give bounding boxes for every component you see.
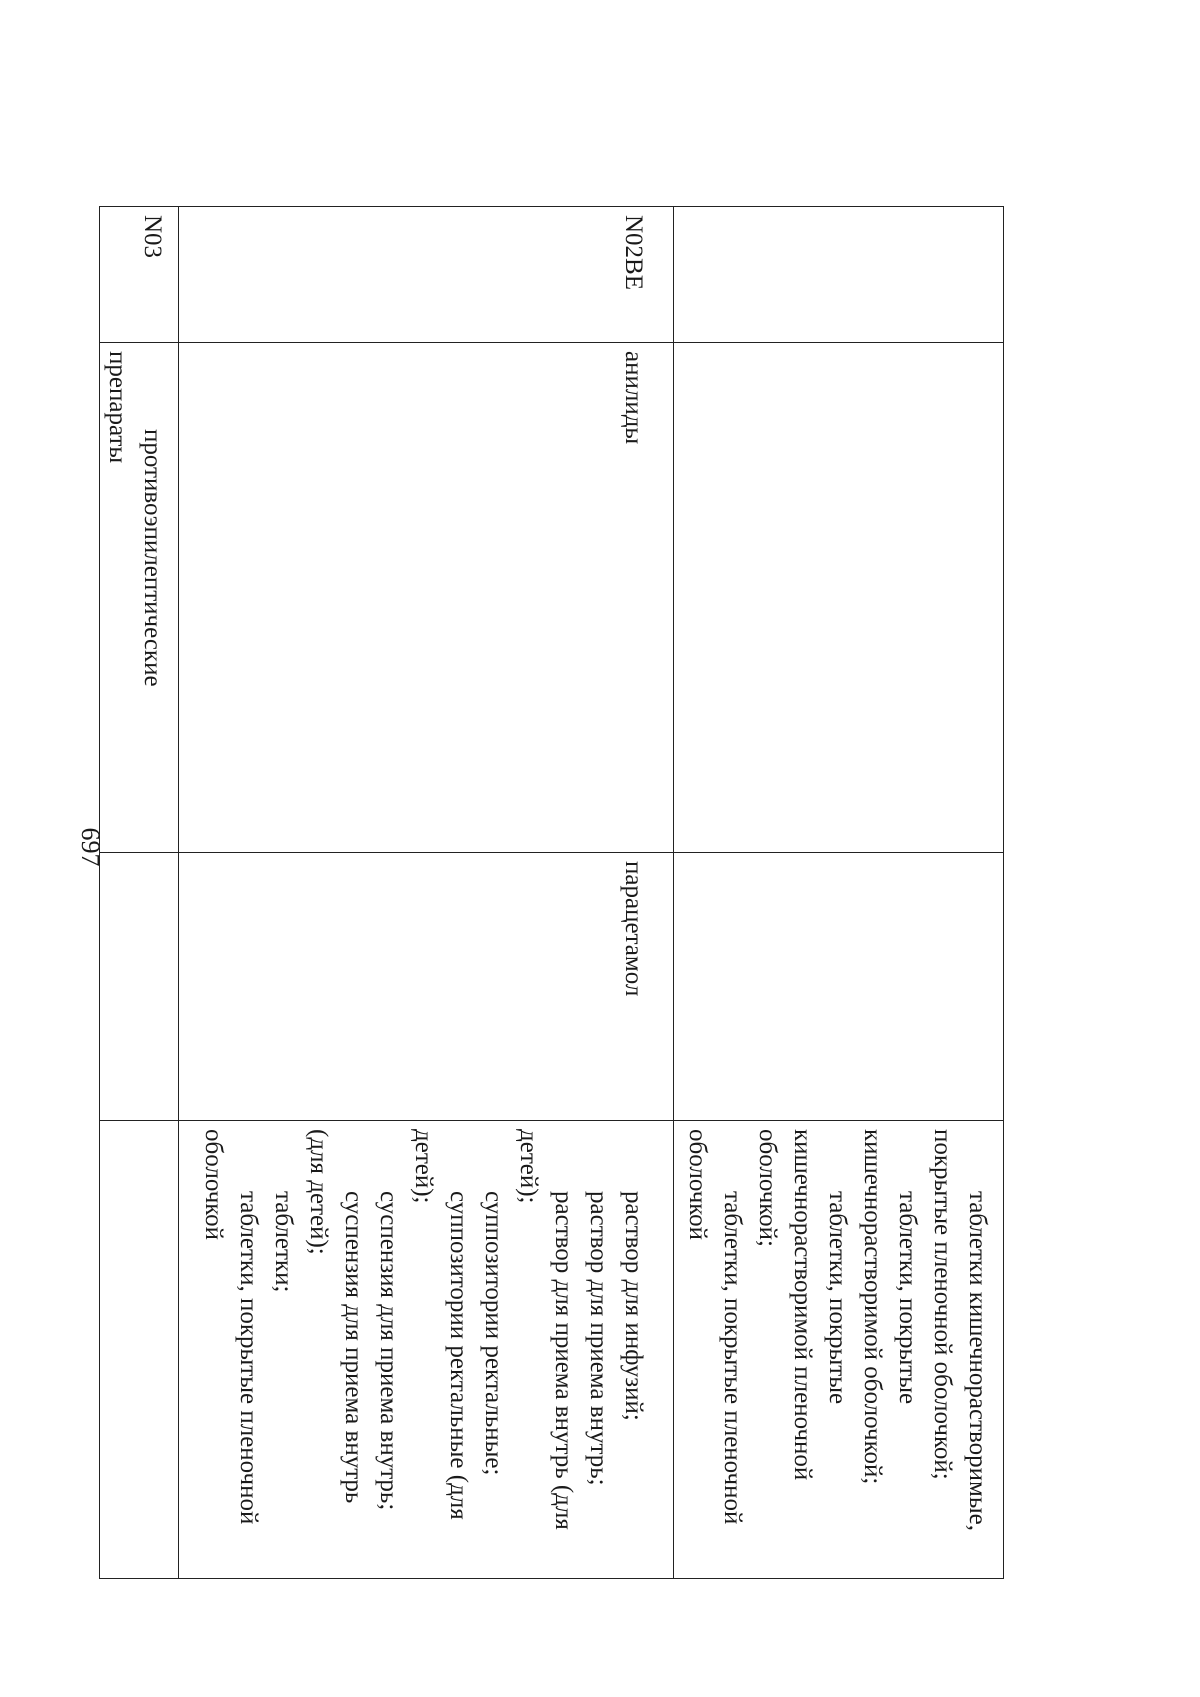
atc-code-cell: N02BE (179, 207, 674, 343)
group-name-cell (674, 343, 1004, 853)
dosage-form-line: таблетки, покрытые пленочной (235, 1191, 262, 1525)
dosage-forms-cell (179, 1121, 674, 1579)
table-row (674, 207, 1004, 1579)
dosage-forms-cell (100, 1121, 179, 1579)
dosage-form-line: детей); (515, 1129, 542, 1204)
dosage-form-line: таблетки, покрытые (894, 1191, 921, 1405)
dosage-form-line: раствор для приема внутрь; (585, 1191, 612, 1486)
drug-name-cell (100, 853, 179, 1121)
dosage-form-line: таблетки; (270, 1191, 297, 1293)
dosage-form-line: кишечнорастворимой оболочкой; (859, 1129, 886, 1485)
drug-table-rotated (104, 206, 1004, 1578)
dosage-form-line: суппозитории ректальные (для (445, 1191, 472, 1520)
drug-table (99, 206, 1004, 1579)
dosage-form-line: суспензия для приема внутрь; (375, 1191, 402, 1511)
dosage-forms-cell (674, 1121, 1004, 1579)
dosage-form-line: таблетки, покрытые (824, 1191, 851, 1405)
group-name-line: противоэпилептические (139, 429, 166, 687)
dosage-form-line: раствор для приема внутрь (для (550, 1191, 577, 1530)
group-name-line: препараты (104, 351, 131, 464)
group-name-cell (100, 343, 179, 853)
dosage-form-line: (для детей); (305, 1129, 332, 1255)
drug-name-cell: парацетамол (179, 853, 674, 1121)
dosage-form-line: раствор для инфузий; (620, 1191, 647, 1421)
dosage-form-line: таблетки, покрытые пленочной (719, 1191, 746, 1525)
dosage-form-line: суспензия для приема внутрь (340, 1191, 367, 1504)
drug-name-cell (674, 853, 1004, 1121)
dosage-form-line: таблетки кишечнорастворимые, (964, 1191, 991, 1531)
group-name-cell: анилиды (179, 343, 674, 853)
page-number: 697 (76, 827, 105, 867)
dosage-form-line: суппозитории ректальные; (480, 1191, 507, 1476)
dosage-form-line: кишечнорастворимой пленочной (789, 1129, 816, 1481)
dosage-form-line: оболочкой (684, 1129, 711, 1241)
atc-code-cell (674, 207, 1004, 343)
dosage-form-line: покрытые пленочной оболочкой; (929, 1129, 956, 1480)
atc-code-cell: N03 (100, 207, 179, 343)
drug-table-container (104, 206, 1004, 1578)
table-row (100, 207, 179, 1579)
dosage-form-line: оболочкой; (754, 1129, 781, 1247)
dosage-form-line: детей); (410, 1129, 437, 1204)
dosage-form-line: оболочкой (200, 1129, 227, 1241)
table-row (179, 207, 674, 1579)
